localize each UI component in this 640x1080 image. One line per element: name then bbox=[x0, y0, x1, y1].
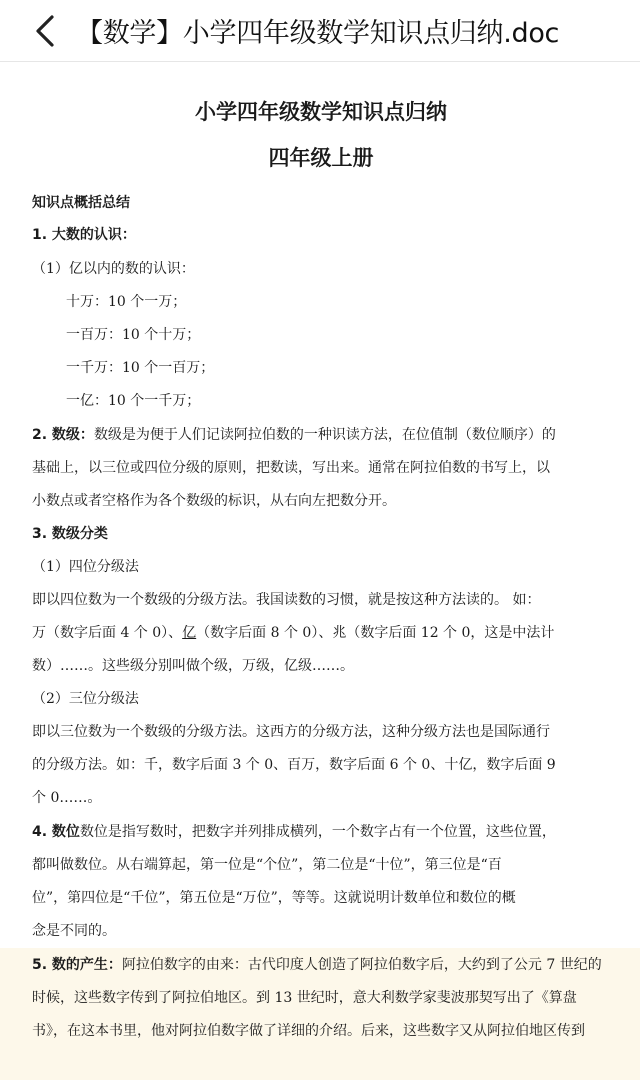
section-3-heading: 3. 数级分类 bbox=[32, 526, 108, 542]
section-4-text: 数位是指写数时，把数字并列排成横列，一个数字占有一个位置，这些位置， bbox=[79, 824, 556, 840]
text-fragment: 万（数字后面 4 个 0）、 bbox=[32, 625, 183, 641]
section-3-sub-1-line-2 bbox=[32, 624, 610, 642]
section-2-line-3: 小数点或者空格作为各个数级的标识，从右向左把数分开。 bbox=[32, 493, 396, 509]
back-chevron-icon[interactable] bbox=[34, 14, 56, 48]
document-subtitle: 四年级上册 bbox=[268, 146, 374, 170]
section-5-line-1 bbox=[32, 956, 610, 974]
section-4-line-2: 都叫做数位。从右端算起，第一位是“个位”，第二位是“十位”，第三位是“百 bbox=[32, 857, 502, 873]
section-3-sub-1: （1）四位分级法 bbox=[32, 559, 139, 575]
list-item: 一亿：10 个一千万； bbox=[66, 393, 201, 409]
section-2-term: 2. 数级： bbox=[32, 427, 94, 443]
section-1-heading: 1. 大数的认识： bbox=[32, 227, 136, 243]
section-3-sub-2-line-1: 即以三位数为一个数级的分级方法。这西方的分级方法，这种分级方法也是国际通行 bbox=[32, 724, 550, 740]
document-title: 小学四年级数学知识点归纳 bbox=[195, 100, 447, 124]
section-3-sub-1-line-3: 数）……。这些级分别叫做个级，万级，亿级……。 bbox=[32, 658, 354, 674]
section-5-line-2: 时候，这些数字传到了阿拉伯地区。到 13 世纪时，意大利数学家斐波那契写出了《算盘 bbox=[32, 990, 577, 1006]
section-5-line-3: 书》，在这本书里，他对阿拉伯数字做了详细的介绍。后来，这些数字又从阿拉伯地区传到 bbox=[32, 1023, 585, 1039]
section-4-line-1 bbox=[32, 823, 610, 841]
section-3-sub-2: （2）三位分级法 bbox=[32, 691, 139, 707]
section-4-line-4: 念是不同的。 bbox=[32, 923, 116, 939]
list-item: 一千万：10 个一百万； bbox=[66, 360, 215, 376]
section-3-sub-2-line-2: 的分级方法。如：千，数字后面 3 个 0、百万，数字后面 6 个 0、十亿，数字后面 9 bbox=[32, 757, 556, 773]
section-3-sub-2-line-3: 个 0……。 bbox=[32, 790, 102, 806]
document-file-title: 【数学】小学四年级数学知识点归纳.doc bbox=[76, 18, 560, 49]
section-2-text: 数级是为便于人们记读阿拉伯数的一种识读方法，在位值制（数位顺序）的 bbox=[93, 427, 556, 443]
summary-heading: 知识点概括总结 bbox=[32, 195, 130, 211]
list-item: 一百万：10 个十万； bbox=[66, 327, 201, 343]
section-3-sub-1-line-1: 即以四位数为一个数级的分级方法。我国读数的习惯，就是按这种方法读的。 如： bbox=[32, 592, 541, 608]
section-2-line-1 bbox=[32, 426, 610, 444]
section-4-line-3: 位”，第四位是“千位”，第五位是“万位”，等等。这就说明计数单位和数位的概 bbox=[32, 890, 516, 906]
section-5-text: 阿拉伯数字的由来：古代印度人创造了阿拉伯数字后，大约到了公元 7 世纪的 bbox=[121, 957, 602, 973]
text-fragment: （数字后面 8 个 0）、兆（数字后面 12 个 0，这是中法计 bbox=[196, 625, 555, 641]
section-4-term: 4. 数位 bbox=[32, 824, 80, 840]
section-5-term: 5. 数的产生： bbox=[32, 957, 122, 973]
section-1-subheading: （1）亿以内的数的认识： bbox=[32, 261, 195, 277]
highlighted-passage bbox=[0, 948, 640, 1080]
document-body[interactable] bbox=[0, 98, 640, 1080]
underlined-word: 亿 bbox=[182, 625, 197, 641]
top-bar bbox=[0, 0, 640, 62]
section-2-line-2: 基础上，以三位或四位分级的原则，把数读，写出来。通常在阿拉伯数的书写上，以 bbox=[32, 460, 550, 476]
list-item: 十万：10 个一万； bbox=[66, 294, 187, 310]
